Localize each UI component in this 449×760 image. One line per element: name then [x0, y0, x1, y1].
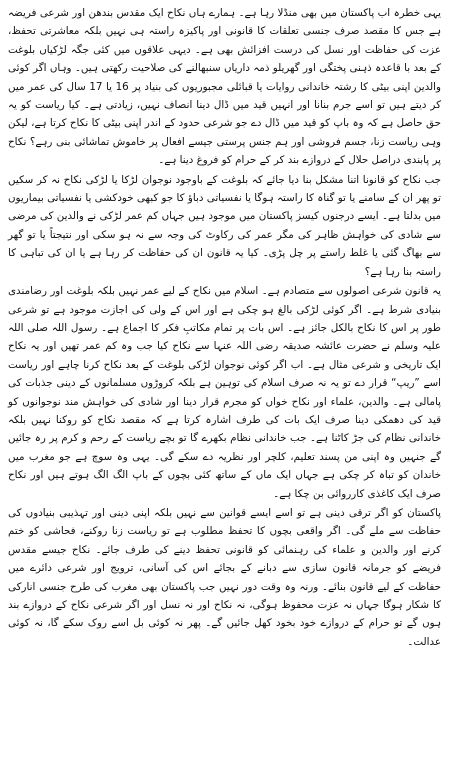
paragraph-3: یہ قانون شرعی اصولوں سے متصادم ہے۔ اسلام میں نکاح کے لیے عمر نہیں بلکہ بلوغت اور رضامندی بنیادی شرط ہے۔ اگر کوئی لڑکی بالغ ہو چکی ہے اور اس کے ولی کی اجازت موجود ہے تو شرعی طور پر اس کا نکاح بالکل جائز ہے۔ اس بات پر تمام مکاتبِ فکر کا اجماع ہے۔ رسول اللہ صلی اللہ علیہ وسلم نے حضرت عائشہ صدیقہ رضی اللہ عنہا سے نکاح کیا جب وہ کم عمر تھیں اور یہ نکاح ایک تاریخی و شرعی مثال ہے۔ اب اگر کوئی نوجوان لڑکی بلوغت کے بعد نکاح کرنا چاہے اور ریاست اسے ”ریپ“ قرار دے تو یہ نہ صرف اسلام کی توہین ہے بلکہ کروڑوں مسلمانوں کے دینی جذبات کی پامالی ہے۔ والدین، علماء اور نکاح خواں کو مجرم قرار دینا اور شادی کی خواہش مند نوجوانوں کو قید کی دھمکی دینا صرف ایک بات کی طرف اشارہ کرتا ہے کہ مقصد نکاح کو روکنا نہیں بلکہ خاندانی نظام کی جڑ کاٹنا ہے۔ جب خاندانی نظام بکھرے گا تو بچے ریاست کے رحم و کرم پر رہ جائیں گے جنہیں وہ اپنی من پسند تعلیم، کلچر اور نظریہ دے سکے گی۔ یہی وہ سوچ ہے جو مغرب میں خاندان کو تباہ کر چکی ہے جہاں ایک ماں کے ساتھ کئی بچوں کے باپ الگ الگ ہوتے ہیں اور نکاح صرف ایک کاغذی کارروائی بن چکا ہے۔ — [8, 285, 441, 500]
paragraph-4: پاکستان کو اگر ترقی دینی ہے تو اسے ایسے قوانین سے نہیں بلکہ اپنی دینی اور تہذیبی بنیادوں کی حفاظت سے ملے گی۔ اگر واقعی بچوں کا تحفظ مطلوب ہے تو ریاست زنا روکنے، فحاشی کو ختم کرنے اور والدین و علماء کی رہنمائی کو قانونی تحفظ دینے کی طرف جائے۔ نکاح جیسے مقدس فریضے کو جرمانہ قانون سازی سے دبانے کے بجائے اس کی آسانی، ترویج اور شرعی دائرے میں حفاظت کے لیے قانون بنائے۔ ورنہ وہ وقت دور نہیں جب پاکستان بھی مغرب کی طرح جنسی انارکی کا شکار ہوگا جہاں نہ عزت محفوظ ہوگی، نہ نکاح اور نہ نسل اور اگر شرعی نکاح کے دروازے بند ہوں گے تو حرام کے دروازے خود بخود کھل جائیں گے۔ پھر نہ کوئی بل اسے روک سکے گا، نہ کوئی عدالت۔ — [8, 506, 441, 648]
paragraph-2: جب نکاح کو قانونا اتنا مشکل بنا دیا جائے کہ بلوغت کے باوجود نوجوان لڑکا یا لڑکی نکاح نہ کر سکیں تو پھر ان کے سامنے یا تو گناہ کا راستہ ہوگا یا نفسیاتی دباؤ کا جو کبھی خودکشی یا نفسیاتی بیماریوں میں بدلتا ہے۔ ایسے درجنوں کیسز پاکستان میں موجود ہیں جہاں کم عمر لڑکی نے والدین کی مرضی سے شادی کی خواہش ظاہر کی مگر عمر کی رکاوٹ کی وجہ سے نہ ہو سکی اور نتیجتاً یا تو گھر سے بھاگ گئی یا غلط راستے پر چل پڑی۔ کیا یہ قانون ان کی حفاظت کر رہا ہے یا ان کی تباہی کا راستہ بنا رہا ہے؟ — [8, 173, 441, 278]
paragraph-1: یہی خطرہ اب پاکستان میں بھی منڈلا رہا ہے۔ ہمارے ہاں نکاح ایک مقدس بندھن اور شرعی فریضہ ہے جس کا مقصد صرف جنسی تعلقات کا قانونی اور پاکیزہ راستہ ہی نہیں بلکہ معاشرتی تحفظ، عزت کی حفاظت اور نسل کی درست افزائش بھی ہے۔ دیہی علاقوں میں کئی جگہ لڑکیاں بلوغت کے بعد با قاعدہ ذہنی پختگی اور گھریلو ذمہ داریاں سنبھالنے کی صلاحیت رکھتی ہیں۔ وہاں اگر کوئی والدین اپنی بیٹی کا رشتہ خاندانی روایات یا قبائلی مجبوریوں کی بنیاد پر 16 یا 17 سال کی عمر میں کر دیتے ہیں تو اسے جرم بنانا اور انہیں قید میں ڈال دینا انصاف نہیں، زیادتی ہے۔ کیا ریاست کو یہ حق حاصل ہے کہ وہ باپ کو قید میں ڈال دے جو شرعی حدود کے اندر اپنی بیٹی کا نکاح کرتا ہے، لیکن وہی ریاست زنا، جسم فروشی اور ہم جنس پرستی جیسے افعال پر خاموش تماشائی بنی رہے؟ نکاح پر پابندی دراصل حلال کے دروازے بند کر کے حرام کو فروغ دینا ہے۔ — [8, 7, 441, 167]
